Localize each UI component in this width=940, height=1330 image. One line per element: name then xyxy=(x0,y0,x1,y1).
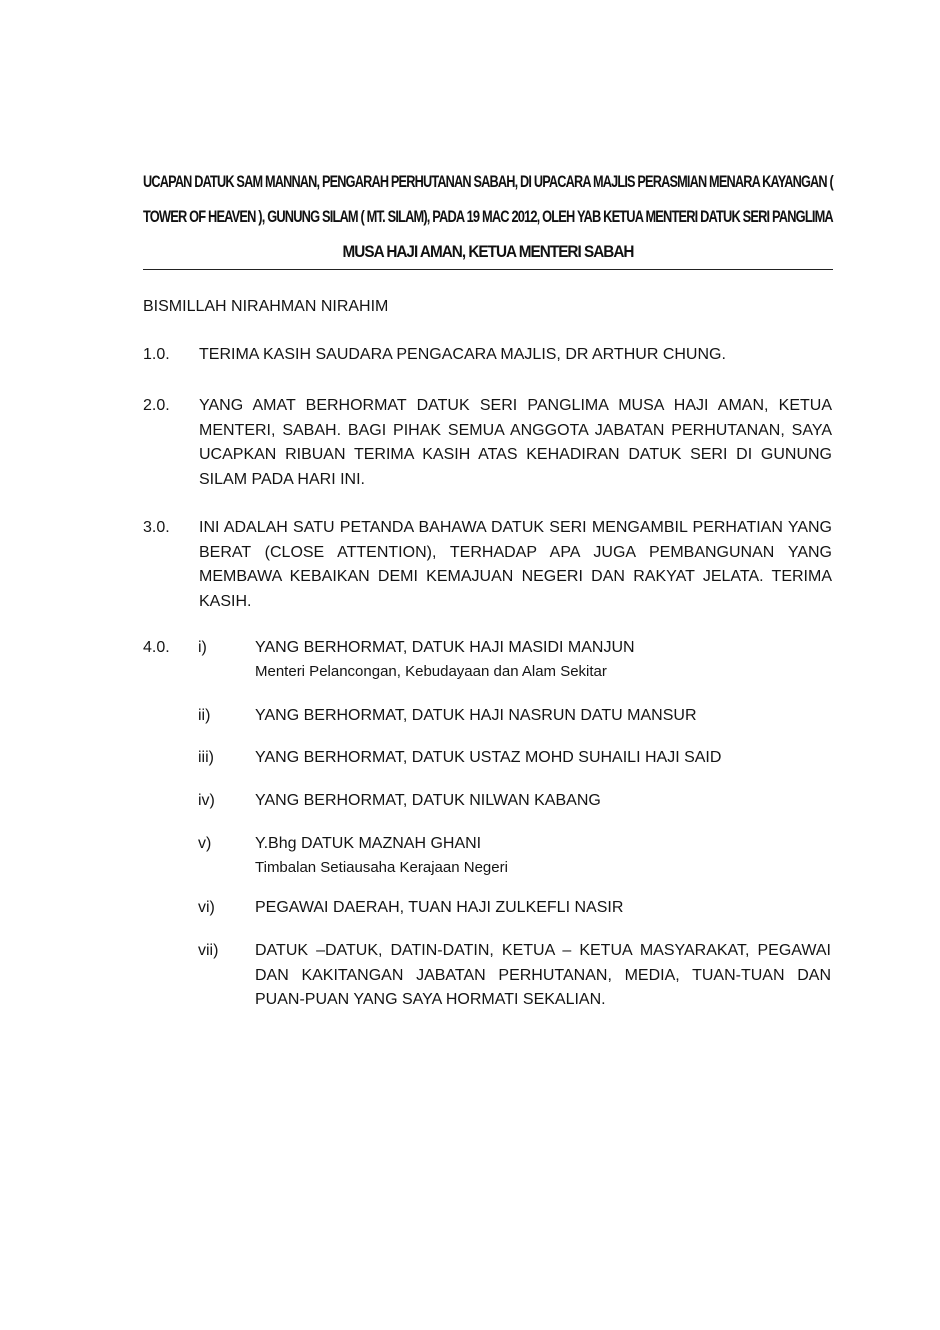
paragraph-number: 3.0. xyxy=(143,519,170,536)
list-item-marker: v) xyxy=(198,835,212,852)
list-item-text: YANG BERHORMAT, DATUK NILWAN KABANG xyxy=(255,792,601,809)
list-item-subtitle: Timbalan Setiausaha Kerajaan Negeri xyxy=(255,858,508,876)
list-item-marker: ii) xyxy=(198,707,211,724)
list-item-marker: vii) xyxy=(198,942,219,959)
list-item-text: YANG BERHORMAT, DATUK USTAZ MOHD SUHAILI HAJI SAID xyxy=(255,749,722,766)
list-item-subtitle: Menteri Pelancongan, Kebudayaan dan Alam Sekitar xyxy=(255,662,607,680)
list-item-text: PEGAWAI DAERAH, TUAN HAJI ZULKEFLI NASIR xyxy=(255,899,624,916)
title-line-3: MUSA HAJI AMAN, KETUA MENTERI SABAH xyxy=(342,242,634,261)
list-item-text: YANG BERHORMAT, DATUK HAJI NASRUN DATU MANSUR xyxy=(255,707,697,724)
list-item-text xyxy=(255,832,831,879)
title-line-2: TOWER OF HEAVEN ), GUNUNG SILAM ( MT. SILAM), PADA 19 MAC 2012, OLEH YAB KETUA MENTERI DATUK SERI PANGLIMA xyxy=(143,207,833,226)
paragraph-number: 2.0. xyxy=(143,397,170,414)
list-item-marker: i) xyxy=(198,639,207,656)
title-divider xyxy=(143,269,833,270)
list-item-text: DATUK –DATUK, DATIN-DATIN, KETUA – KETUA MASYARAKAT, PEGAWAI DAN KAKITANGAN JABATAN PERHUTANAN, MEDIA, TUAN-TUAN DAN PUAN-PUAN YANG SAYA HORMATI SEKALIAN. xyxy=(255,942,831,1008)
list-item-name: YANG BERHORMAT, DATUK HAJI MASIDI MANJUN xyxy=(255,639,635,656)
paragraph-number: 4.0. xyxy=(143,639,170,656)
title-line-1: UCAPAN DATUK SAM MANNAN, PENGARAH PERHUTANAN SABAH, DI UPACARA MAJLIS PERASMIAN MENARA KAYANGAN ( xyxy=(143,172,833,191)
list-item-name: Y.Bhg DATUK MAZNAH GHANI xyxy=(255,835,482,852)
paragraph-text: YANG AMAT BERHORMAT DATUK SERI PANGLIMA MUSA HAJI AMAN, KETUA MENTERI, SABAH. BAGI PIHAK SEMUA ANGGOTA JABATAN PERHUTANAN, SAYA UCAPKAN RIBUAN TERIMA KASIH ATAS KEHADIRAN DATUK SERI DI GUNUNG SILAM PADA HARI INI. xyxy=(199,397,832,488)
speech-title xyxy=(143,164,833,269)
paragraph-text: INI ADALAH SATU PETANDA BAHAWA DATUK SERI MENGAMBIL PERHATIAN YANG BERAT (CLOSE ATTENTION), TERHADAP APA JUGA PEMBANGUNAN YANG MEMBAWA KEBAIKAN DEMI KEMAJUAN NEGERI DAN RAKYAT JELATA. TERIMA KASIH. xyxy=(199,519,832,610)
opening-line: BISMILLAH NIRAHMAN NIRAHIM xyxy=(143,298,389,315)
list-item-marker: iii) xyxy=(198,749,214,766)
paragraph-text: TERIMA KASIH SAUDARA PENGACARA MAJLIS, DR ARTHUR CHUNG. xyxy=(199,346,726,363)
list-item-marker: vi) xyxy=(198,899,215,916)
list-item-text xyxy=(255,636,831,683)
list-item-marker: iv) xyxy=(198,792,215,809)
paragraph-number: 1.0. xyxy=(143,346,170,363)
